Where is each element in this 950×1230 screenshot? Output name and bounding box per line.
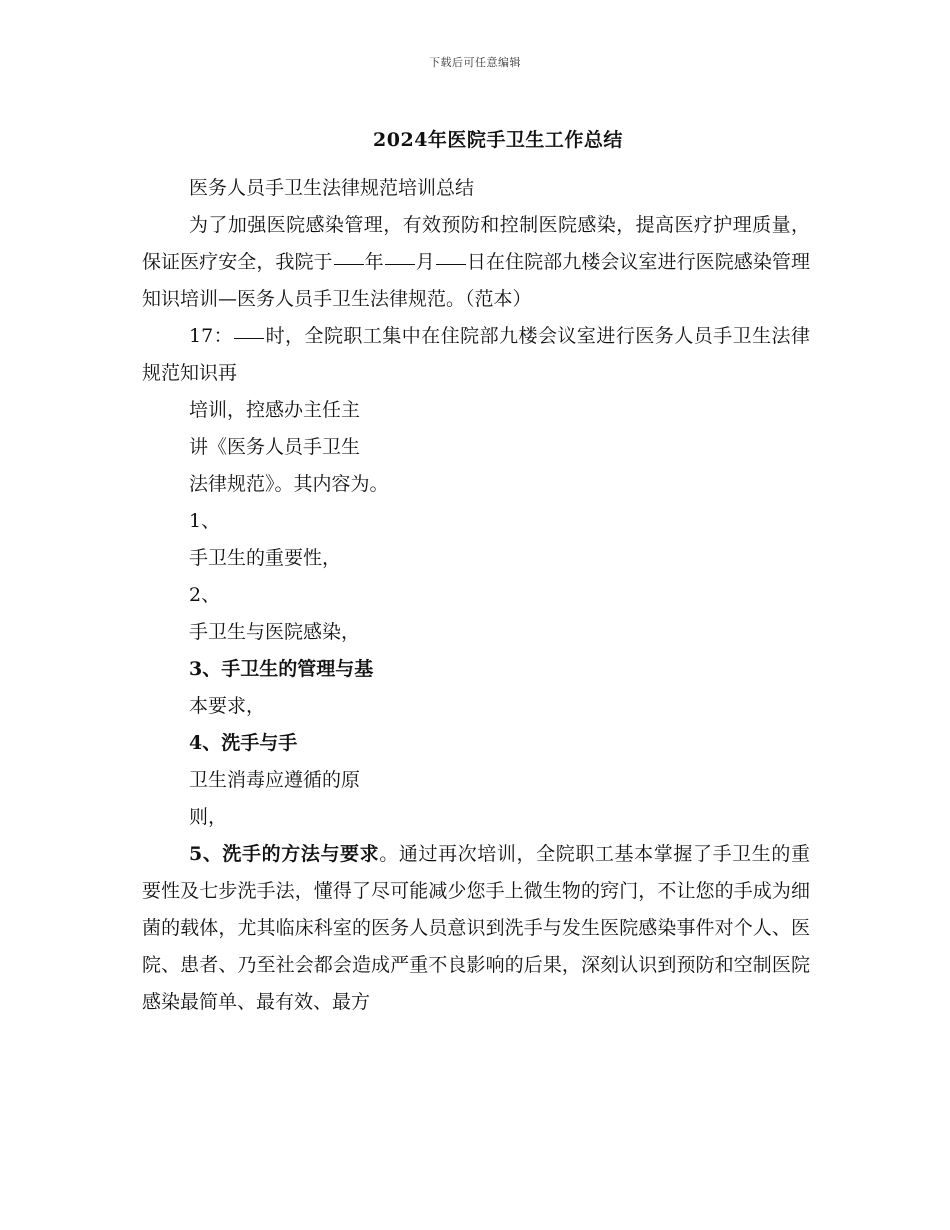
- list-line: 讲《医务人员手卫生: [189, 436, 361, 458]
- subtitle: 医务人员手卫生法律规范培训总结: [189, 177, 475, 199]
- intro-text-b: 日在住院部九楼会议室进行医院感染管理知识培训—医务人员手卫生法律规范。（范本）: [142, 251, 810, 310]
- list-line: 本要求，: [189, 695, 266, 717]
- blank-time: [234, 337, 264, 339]
- list-heading: 4、洗手与手: [189, 732, 298, 754]
- list-line: 卫生消毒应遵循的原: [189, 769, 361, 791]
- list-line: 则，: [189, 806, 228, 828]
- paragraph-time: [142, 318, 810, 392]
- blank-year: [334, 263, 364, 265]
- list-line: 法律规范》。其内容为。: [189, 473, 389, 495]
- document-title: 2024年医院手卫生工作总结: [373, 129, 623, 151]
- method-text: 。通过再次培训，全院职工基本掌握了手卫生的重要性及七步洗手法，懂得了尽可能减少您手上微生物的窍门，不让您的手成为细菌的载体，尤其临床科室的医务人员意识到洗手与发生医院感染事件对个人、医院、患者、乃至社会都会造成严重不良影响的后果，深刻认识到预防和空制医院感染最简单、最有效、最方: [142, 843, 810, 1013]
- list-line: 培训，控感办主任主: [189, 399, 361, 421]
- list-line: 手卫生的重要性，: [189, 547, 342, 569]
- list-number: 2、: [189, 584, 221, 606]
- list-number: 1、: [189, 510, 221, 532]
- header-note: 下载后可任意编辑: [429, 56, 521, 69]
- intro-text-a: 为了加强医院感染管理，有效预防和控制医院感染，提高医疗护理质量，保证医疗安全，我院于: [142, 214, 810, 273]
- month-suffix: 月: [415, 251, 435, 273]
- list-line: 手卫生与医院感染，: [189, 621, 361, 643]
- paragraph-intro: [142, 207, 810, 318]
- blank-month: [385, 263, 415, 265]
- document-body: [142, 170, 810, 1021]
- paragraph-method: [142, 836, 810, 1021]
- time-prefix: 17：: [189, 325, 234, 347]
- method-lead: 5、洗手的方法与要求: [189, 843, 380, 865]
- year-suffix: 年: [364, 251, 384, 273]
- time-text: 时，全院职工集中在住院部九楼会议室进行医务人员手卫生法律规范知识再: [142, 325, 810, 384]
- blank-day: [436, 263, 466, 265]
- list-heading: 3、手卫生的管理与基: [189, 658, 374, 680]
